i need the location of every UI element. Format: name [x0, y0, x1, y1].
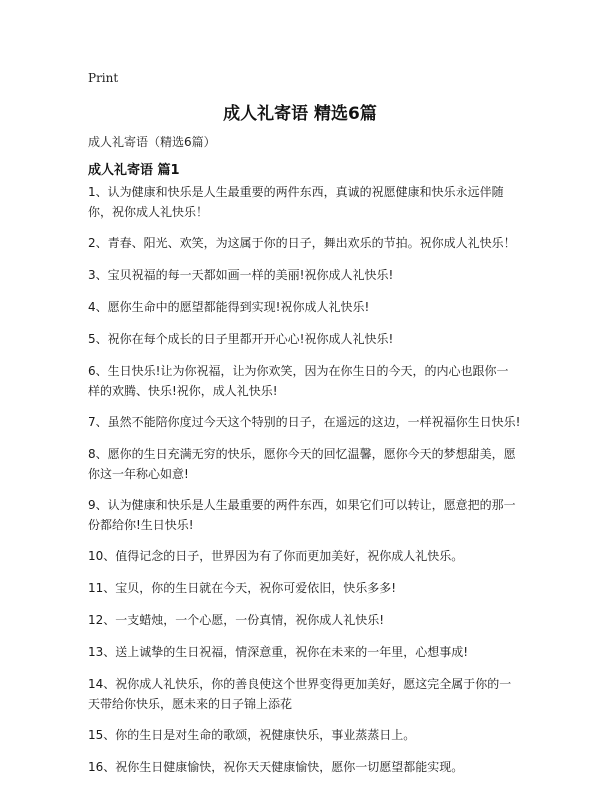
list-item [88, 610, 520, 642]
list-item [88, 329, 520, 361]
list-item-text: 10、值得记念的日子，世界因为有了你而更加美好，祝你成人礼快乐。 [88, 549, 464, 563]
document-subtitle: 成人礼寄语（精选6篇） [88, 135, 216, 149]
list-item-text: 4、愿你生命中的愿望都能得到实现!祝你成人礼快乐! [88, 300, 370, 314]
page-title: 成人礼寄语 精选6篇 [223, 104, 377, 124]
list-item [88, 674, 520, 725]
list-item-text: 12、一支蜡烛，一个心愿，一份真情，祝你成人礼快乐! [88, 613, 385, 627]
section-heading: 成人礼寄语 篇1 [88, 163, 180, 178]
list-item-text: 5、祝你在每个成长的日子里都开开心心!祝你成人礼快乐! [88, 332, 394, 346]
list-item [88, 412, 520, 444]
list-item [88, 265, 520, 297]
list-item-text: 13、送上诚挚的生日祝福，情深意重，祝你在未来的一年里，心想事成! [88, 645, 469, 659]
list-item [88, 495, 520, 546]
list-item [88, 182, 520, 233]
list-item-text: 11、宝贝，你的生日就在今天，祝你可爱依旧，快乐多多! [88, 581, 397, 595]
list-item-text: 7、虽然不能陪你度过今天这个特别的日子，在遥远的这边，一样祝福你生日快乐! [88, 415, 520, 429]
list-item-text: 14、祝你成人礼快乐，你的善良使这个世界变得更加美好，愿这完全属于你的一天带给你快乐，愿未来的日子锦上添花 [88, 677, 512, 711]
list-item-text: 8、愿你的生日充满无穷的快乐，愿你今天的回忆温馨，愿你今天的梦想甜美，愿你这一年称心如意! [88, 447, 516, 481]
list-item [88, 233, 520, 265]
list-item-text: 16、祝你生日健康愉快，祝你天天健康愉快，愿你一切愿望都能实现。 [88, 760, 464, 774]
list-item [88, 642, 520, 674]
list-item [88, 361, 520, 412]
list-item-text: 2、青春、阳光、欢笑，为这属于你的日子，舞出欢乐的节拍。祝你成人礼快乐！ [88, 236, 516, 250]
list-item [88, 546, 520, 578]
list-item [88, 757, 520, 789]
list-item [88, 444, 520, 495]
list-item [88, 578, 520, 610]
list-item-text: 6、生日快乐!让为你祝福，让为你欢笑，因为在你生日的今天，的内心也跟你一样的欢腾、快乐!祝你，成人礼快乐! [88, 364, 509, 398]
list-item-text: 3、宝贝祝福的每一天都如画一样的美丽!祝你成人礼快乐! [88, 268, 394, 282]
list-item [88, 725, 520, 757]
print-link[interactable]: Print [88, 71, 119, 85]
list-item-text: 9、认为健康和快乐是人生最重要的两件东西，如果它们可以转让，愿意把的那一份都给你!生日快乐! [88, 498, 516, 532]
list-item-text: 15、你的生日是对生命的歌颂，祝健康快乐，事业蒸蒸日上。 [88, 728, 416, 742]
list-item [88, 297, 520, 329]
list-item-text: 1、认为健康和快乐是人生最重要的两件东西，真诚的祝愿健康和快乐永远伴随你，祝你成人礼快乐！ [88, 185, 504, 219]
wish-list [88, 182, 520, 789]
